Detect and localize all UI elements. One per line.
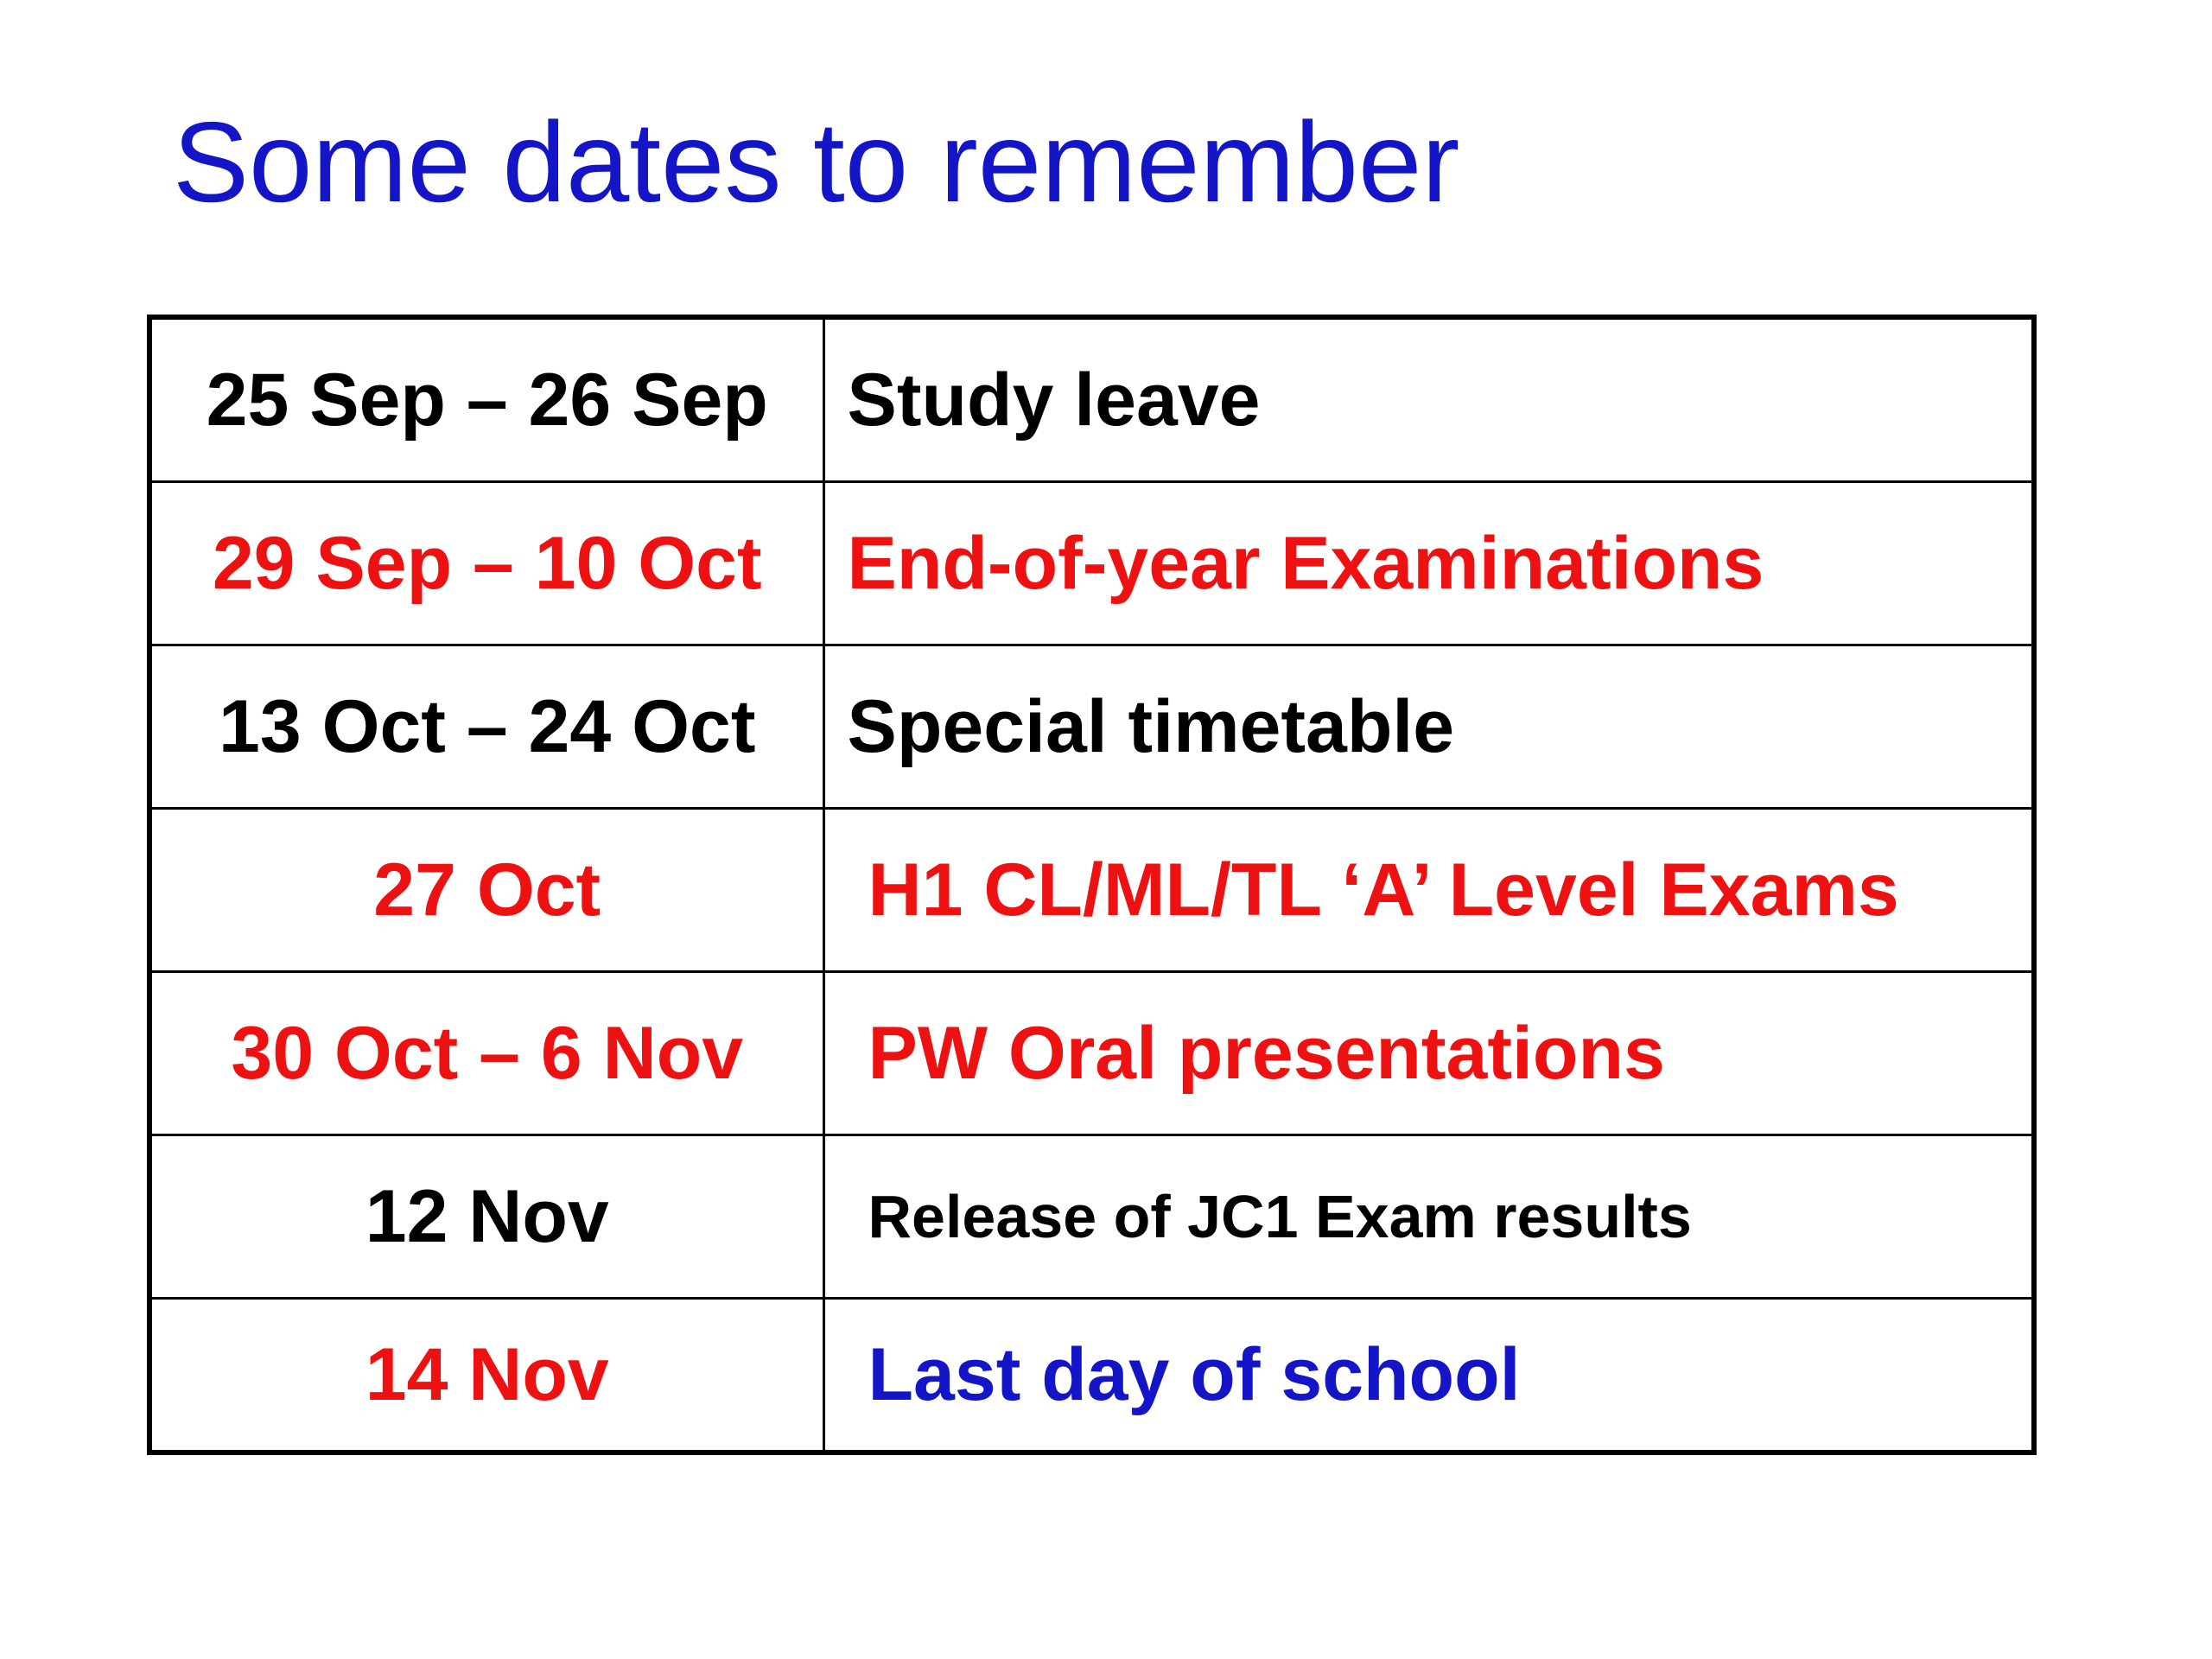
date-cell: 27 Oct [149, 809, 823, 972]
event-cell: Last day of school [823, 1299, 2034, 1453]
table-row [149, 972, 2034, 1135]
event-cell: Study leave [823, 317, 2034, 482]
event-cell: PW Oral presentations [823, 972, 2034, 1135]
table-row [149, 645, 2034, 809]
date-cell: 25 Sep – 26 Sep [149, 317, 823, 482]
event-cell: End-of-year Examinations [823, 482, 2034, 645]
event-cell: Special timetable [823, 645, 2034, 809]
table-row [149, 809, 2034, 972]
table-row [149, 1135, 2034, 1299]
date-cell: 12 Nov [149, 1135, 823, 1299]
date-cell: 14 Nov [149, 1299, 823, 1453]
date-cell: 30 Oct – 6 Nov [149, 972, 823, 1135]
event-cell: Release of JC1 Exam results [823, 1135, 2034, 1299]
table-row [149, 1299, 2034, 1453]
table-row [149, 482, 2034, 645]
slide-title: Some dates to remember [173, 99, 1460, 226]
table-row [149, 317, 2034, 482]
date-cell: 29 Sep – 10 Oct [149, 482, 823, 645]
date-cell: 13 Oct – 24 Oct [149, 645, 823, 809]
event-cell: H1 CL/ML/TL ‘A’ Level Exams [823, 809, 2034, 972]
dates-table [147, 315, 2037, 1455]
